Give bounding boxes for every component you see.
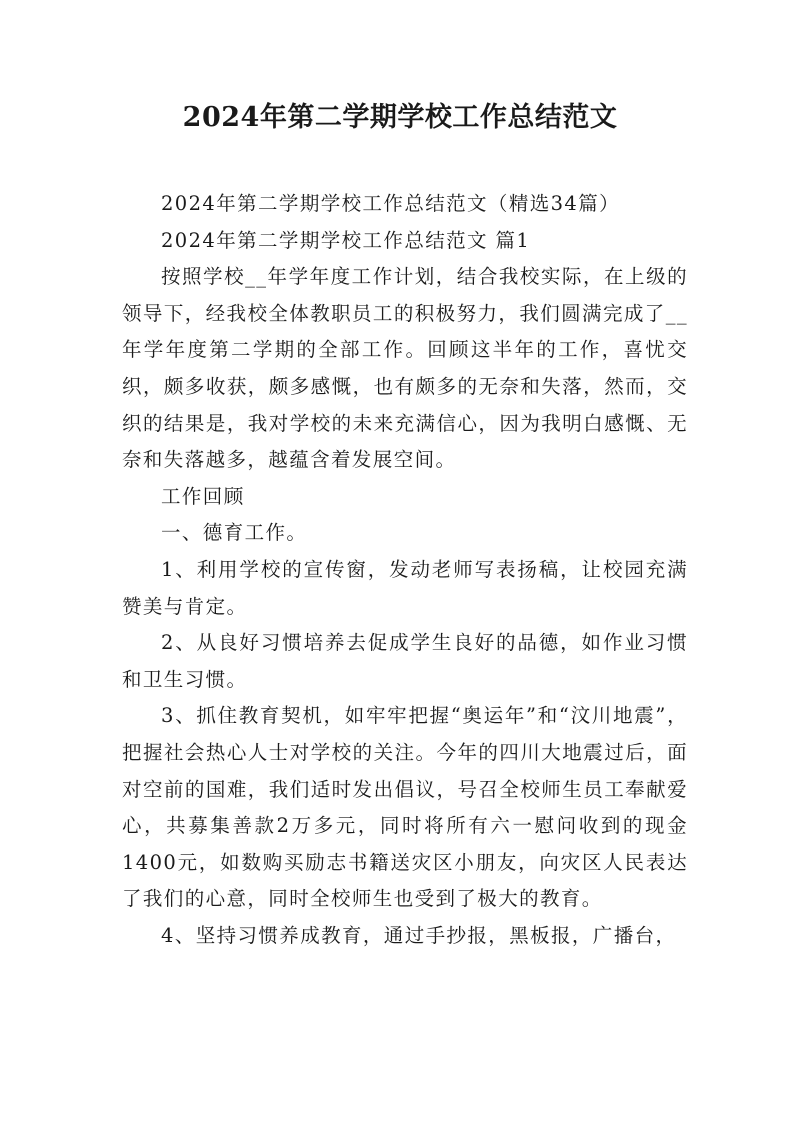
section-heading: 2024年第二学期学校工作总结范文 篇1 — [161, 228, 531, 252]
list-item: 1、利用学校的宣传窗，发动老师写表扬稿，让校园充满赞美与肯定。 — [122, 557, 688, 618]
section-heading: 工作回顾 — [161, 484, 245, 508]
subtitle-paragraph: 2024年第二学期学校工作总结范文（精选34篇） — [161, 192, 621, 215]
body-paragraph: 按照学校__年学年度工作计划，结合我校实际，在上级的领导下，经我校全体教职员工的积极努力，我们圆满完成了__年学年度第二学期的全部工作。回顾这半年的工作，喜忧交织，颇多收获，颇多感慨，也有颇多的无奈和失落，然而，交织的结果是，我对学校的未来充满信心，因为我明白感慨、无奈和失落越多，越蕴含着发展空间。 — [122, 265, 688, 472]
section-heading: 一、德育工作。 — [161, 521, 308, 545]
list-item: 4、坚持习惯养成教育，通过手抄报，黑板报，广播台， — [161, 923, 677, 947]
list-item: 2、从良好习惯培养去促成学生良好的品德，如作业习惯和卫生习惯。 — [122, 631, 688, 691]
document-title: 2024年第二学期学校工作总结范文 — [182, 102, 618, 133]
document-body — [122, 186, 688, 954]
list-item: 3、抓住教育契机，如牢牢把握“奥运年”和“汶川地震”，把握社会热心人士对学校的关注。今年的四川大地震过后，面对空前的国难，我们适时发出倡议，号召全校师生员工奉献爱心，共募集善款2万多元，同时将所有六一慰问收到的现金1400元，如数购买励志书籍送灾区小朋友，向灾区人民表达了我们的心意，同时全校师生也受到了极大的教育。 — [122, 704, 688, 911]
